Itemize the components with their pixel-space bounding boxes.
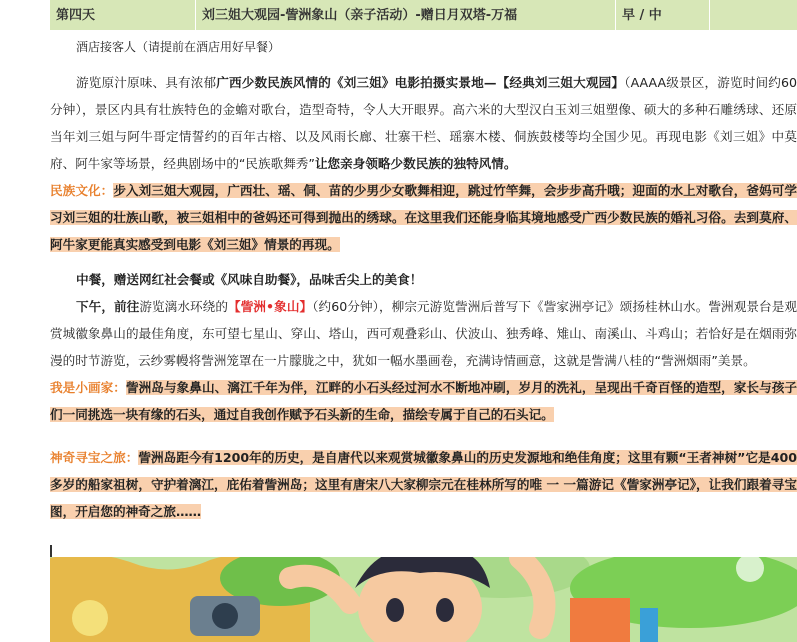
culture-text: 步入刘三姐大观园，广西壮、瑶、侗、苗的少男少女歌舞相迎，跳过竹竿舞，会步步高升哦；迎面的水上对歌台，爸妈可学习刘三姐的壮族山歌，被三姐相中的爸妈还可得到抛出的绣球。在这里我们还能身临其境地感受广西少数民族的婚礼习俗。去到莫府、阿牛家更能真实感受到电影《刘三姐》情景的再现。 <box>50 183 797 252</box>
culture-paragraph <box>50 177 797 258</box>
park-name-highlight: 广西少数民族风情的《刘三姐》电影拍摄实景地—【经典刘三姐大观园】 <box>216 75 625 90</box>
park-description: （AAAA级景区，游览时间约60分钟），景区内具有壮族特色的金蟾对歌台，造型奇特，令人大开眼界。高六米的大型汉白玉刘三姐塑像、硕大的多种石雕绣球、还原当年刘三姐与阿牛哥定情誓约的百年古榕、以及风雨长廊、壮寨干栏、瑶寨木楼、侗族鼓楼等均全国少见。再现电影《刘三姐》中莫府、阿牛家等场景，经典剧场中的“民族歌舞秀” <box>50 75 797 171</box>
treasure-label: 神奇寻宝之旅： <box>50 450 139 465</box>
painter-paragraph <box>50 374 797 428</box>
left-margin <box>0 0 50 642</box>
zizhou-xiangshan-highlight: 【訾洲•象山】 <box>228 299 313 314</box>
afternoon-text: 游览漓水环绕的 <box>139 299 229 314</box>
park-closing: 让您亲身领略少数民族的独特风情。 <box>314 156 517 171</box>
extra-cell <box>710 0 797 31</box>
day-cell: 第四天 <box>50 0 196 31</box>
park-intro-text: 游览原汁原味、具有浓郁 <box>76 75 217 90</box>
lunch-note: 中餐，赠送网红社会餐或《风味自助餐》，品味舌尖上的美食！ <box>76 272 423 287</box>
meals-cell: 早 / 中 <box>616 0 710 31</box>
culture-label: 民族文化： <box>50 183 114 198</box>
afternoon-paragraph <box>50 293 797 374</box>
cartoon-background <box>50 548 797 642</box>
treasure-paragraph <box>50 444 797 525</box>
cartoon-illustration <box>50 548 797 642</box>
treasure-text: 訾洲岛距今有1200年的历史，是自唐代以来观赏城徽象鼻山的历史发源地和绝佳角度；这里有颗“王者神树”它是400多岁的船家祖树，守护着漓江，庇佑着訾洲岛；这里有唐宋八大家柳宗元在桂林所写的唯 一 一篇游记《訾家洲亭记》，让我们跟着寻宝图，开启您的神奇之旅…… <box>50 450 797 519</box>
afternoon-description: （约60分钟），柳宗元游览訾洲后普写下《訾家洲亭记》颂扬桂林山水。訾洲观景台是观赏城徽象鼻山的最佳角度，东可望七星山、穿山、塔山，西可观叠彩山、伏波山、独秀峰、雉山、南溪山、斗鸡山；若恰好是在烟雨弥漫的时节游览，云纱雾幔将訾洲笼罩在一片朦胧之中，犹如一幅水墨画卷，充满诗情画意，这就是訾满八桂的“訾洲烟雨”美景。 <box>50 299 797 368</box>
hotel-pickup-note: 酒店接客人（请提前在酒店用好早餐） <box>76 40 281 54</box>
itinerary-header-row <box>50 0 797 31</box>
day-detail-content <box>50 31 797 557</box>
painter-label: 我是小画家： <box>50 380 126 395</box>
park-intro-paragraph <box>50 69 797 177</box>
afternoon-prefix: 下午，前往 <box>76 299 140 314</box>
painter-text: 訾洲岛与象鼻山、漓江千年为伴，江畔的小石头经过河水不断地冲刷，岁月的洗礼，呈现出千奇百怪的造型，家长与孩子们一同挑选一块有缘的石头，通过自我创作赋予石头新的生命，描绘专属于自己的石头记。 <box>50 380 797 422</box>
route-cell: 刘三姐大观园-訾洲象山（亲子活动）-赠日月双塔-万福 <box>196 0 616 31</box>
